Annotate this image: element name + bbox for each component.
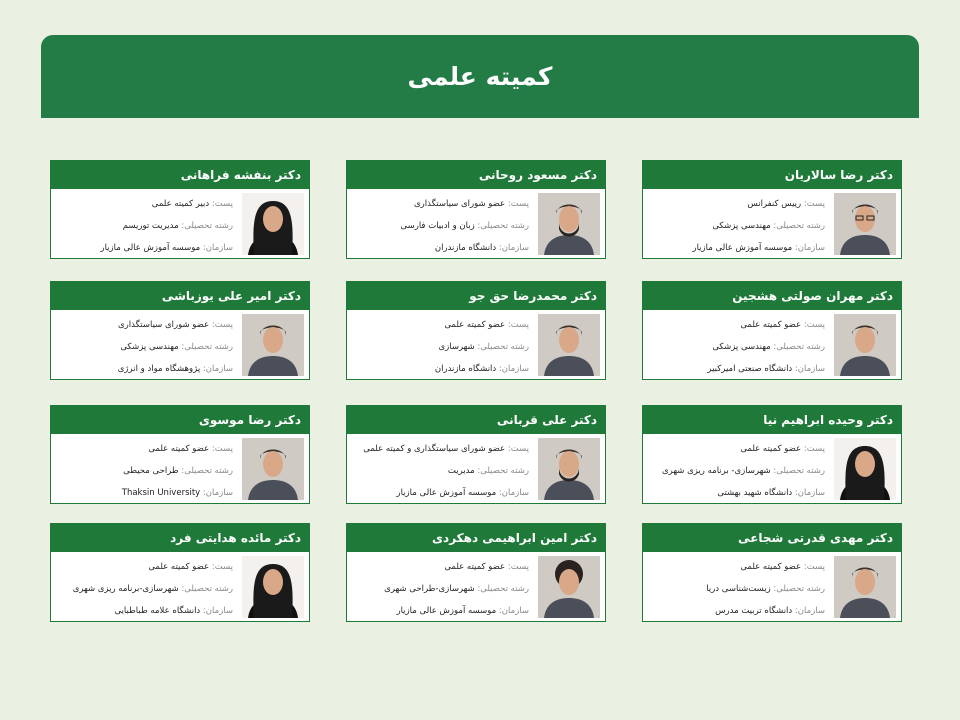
member-post-label: پست: [801,562,825,572]
committee-member-card [642,523,902,622]
member-info [647,556,825,622]
member-field-label: رشته تحصیلی: [178,466,233,476]
member-info [55,556,233,622]
committee-member-card [50,160,310,259]
man-glasses-icon [834,193,896,255]
committee-member-card [642,160,902,259]
member-field [351,215,529,237]
member-field-value: شهرسازی-طراحی شهری [384,584,475,594]
member-org-label: سازمان: [496,606,529,616]
member-post [351,193,529,215]
member-org-label: سازمان: [496,488,529,498]
committee-member-card [642,281,902,380]
member-name: دکتر رضا سالاریان [643,161,901,189]
member-org-label: سازمان: [792,606,825,616]
man-curly-icon [538,556,600,618]
member-info [351,438,529,504]
member-post [55,438,233,460]
member-post-value: عضو کمیته علمی [740,444,802,454]
member-field-label: رشته تحصیلی: [770,342,825,352]
member-field-label: رشته تحصیلی: [178,221,233,231]
member-info [55,438,233,504]
member-org [55,358,233,380]
member-details [643,310,901,379]
member-org-value: دانشگاه علامه طباطبایی [114,606,201,616]
member-org-value: موسسه آموزش عالی مازیار [396,606,497,616]
member-field-value: مهندسی پزشکی [712,342,771,352]
committee-member-card [50,405,310,504]
member-post-label: پست: [801,320,825,330]
member-org [351,600,529,622]
member-post [351,438,529,460]
member-field-value: مهندسی پزشکی [712,221,771,231]
member-post-value: دبیر کمیته علمی [151,199,210,209]
member-name: دکتر وحیده ابراهیم نیا [643,406,901,434]
member-name: دکتر مهران صولتی هشجین [643,282,901,310]
member-info [55,193,233,259]
man-icon [834,556,896,618]
member-field-label: رشته تحصیلی: [474,584,529,594]
member-info [55,314,233,380]
member-org-value: موسسه آموزش عالی مازیار [100,243,201,253]
member-field-value: طراحی محیطی [123,466,179,476]
member-name: دکتر مائده هدایتی فرد [51,524,309,552]
member-post [55,193,233,215]
member-field-value: شهرسازی- برنامه ریزی شهری [661,466,771,476]
member-post [647,193,825,215]
member-details [51,552,309,621]
member-details [51,189,309,258]
woman-headscarf-icon [242,193,304,255]
member-field-value: مدیریت توریسم [122,221,179,231]
member-org-label: سازمان: [792,243,825,253]
member-details [51,310,309,379]
member-field [55,215,233,237]
man-beard-icon [538,438,600,500]
member-field-label: رشته تحصیلی: [178,584,233,594]
member-info [647,314,825,380]
committee-member-card [346,281,606,380]
member-field-value: زیست‌شناسی دریا [706,584,771,594]
member-name: دکتر امیر علی یوزباشی [51,282,309,310]
member-post-label: پست: [505,562,529,572]
member-field [647,578,825,600]
member-field [55,578,233,600]
member-org-label: سازمان: [200,364,233,374]
man-beard-icon [538,193,600,255]
member-details [643,434,901,503]
member-post-value: عضو کمیته علمی [740,562,802,572]
member-post [351,556,529,578]
member-field-value: زبان و ادبیات فارسی [400,221,475,231]
member-name: دکتر بنفشه فراهانی [51,161,309,189]
member-details [347,189,605,258]
member-org-value: دانشگاه تربیت مدرس [715,606,793,616]
member-name: دکتر مهدی قدرتی شجاعی [643,524,901,552]
member-org-label: سازمان: [200,488,233,498]
member-org [647,482,825,504]
member-field [647,336,825,358]
member-field [351,336,529,358]
member-post-label: پست: [801,199,825,209]
man-icon [242,438,304,500]
member-post [55,556,233,578]
member-field-value: شهرسازی [438,342,475,352]
woman-headscarf-icon [834,438,896,500]
member-field [351,460,529,482]
page-title: کمیته علمی [407,62,553,91]
member-details [347,552,605,621]
member-org-value: دانشگاه شهید بهشتی [717,488,793,498]
member-post-value: عضو شورای سیاستگذاری [118,320,210,330]
member-post-value: عضو کمیته علمی [148,562,210,572]
page-header [41,35,919,118]
member-post-value: عضو شورای سیاستگذاری و کمیته علمی [363,444,506,454]
member-org [647,600,825,622]
member-org-label: سازمان: [496,243,529,253]
member-org-value: پژوهشگاه مواد و انرژی [117,364,201,374]
member-post-value: عضو شورای سیاستگذاری [414,199,506,209]
member-info [647,193,825,259]
member-org [55,237,233,259]
member-details [643,189,901,258]
member-field-label: رشته تحصیلی: [474,221,529,231]
member-field-label: رشته تحصیلی: [770,584,825,594]
member-post-value: عضو کمیته علمی [148,444,210,454]
member-org-label: سازمان: [792,488,825,498]
member-field-value: مدیریت [447,466,475,476]
member-info [351,193,529,259]
member-post [647,556,825,578]
committee-grid [50,160,906,623]
member-field [55,336,233,358]
member-org [351,482,529,504]
man-icon [242,314,304,376]
woman-headscarf-icon [242,556,304,618]
member-name: دکتر محمدرضا حق جو [347,282,605,310]
member-post-label: پست: [505,199,529,209]
man-icon [834,314,896,376]
member-org [55,482,233,504]
member-field-label: رشته تحصیلی: [770,466,825,476]
member-post-value: عضو کمیته علمی [444,562,506,572]
member-field-label: رشته تحصیلی: [770,221,825,231]
member-post [647,314,825,336]
member-org-value: موسسه آموزش عالی مازیار [396,488,497,498]
committee-member-card [642,405,902,504]
member-name: دکتر امین ابراهیمی دهکردی [347,524,605,552]
member-org-value: دانشگاه مازندران [434,243,497,253]
member-org-label: سازمان: [200,606,233,616]
member-info [351,314,529,380]
member-org-label: سازمان: [496,364,529,374]
member-field-label: رشته تحصیلی: [474,466,529,476]
member-org-label: سازمان: [200,243,233,253]
member-details [347,434,605,503]
member-org-value: دانشگاه صنعتی امیرکبیر [707,364,793,374]
member-org [647,358,825,380]
member-post-label: پست: [505,320,529,330]
member-post-value: رییس کنفرانس [747,199,802,209]
member-org-value: موسسه آموزش عالی مازیار [692,243,793,253]
member-name: دکتر علی قربانی [347,406,605,434]
member-post-label: پست: [209,320,233,330]
member-field [55,460,233,482]
member-field [647,460,825,482]
committee-member-card [346,160,606,259]
member-post [351,314,529,336]
member-org [55,600,233,622]
committee-member-card [50,281,310,380]
member-org-value: دانشگاه مازندران [434,364,497,374]
member-post [647,438,825,460]
member-details [643,552,901,621]
member-post [55,314,233,336]
member-details [51,434,309,503]
member-post-label: پست: [209,444,233,454]
committee-member-card [346,405,606,504]
member-post-label: پست: [209,199,233,209]
member-field-value: شهرسازی-برنامه ریزی شهری [72,584,179,594]
committee-member-card [346,523,606,622]
member-info [647,438,825,504]
member-org-label: سازمان: [792,364,825,374]
member-details [347,310,605,379]
member-info [351,556,529,622]
committee-member-card [50,523,310,622]
member-post-label: پست: [209,562,233,572]
member-field-value: مهندسی پزشکی [120,342,179,352]
member-field [647,215,825,237]
man-icon [538,314,600,376]
member-field-label: رشته تحصیلی: [178,342,233,352]
member-org [351,237,529,259]
member-org [647,237,825,259]
member-name: دکتر مسعود روحانی [347,161,605,189]
member-post-value: عضو کمیته علمی [444,320,506,330]
member-org-value: Thaksin University [121,488,201,498]
member-name: دکتر رضا موسوی [51,406,309,434]
member-field [351,578,529,600]
member-post-value: عضو کمیته علمی [740,320,802,330]
member-post-label: پست: [505,444,529,454]
member-field-label: رشته تحصیلی: [474,342,529,352]
member-org [351,358,529,380]
member-post-label: پست: [801,444,825,454]
